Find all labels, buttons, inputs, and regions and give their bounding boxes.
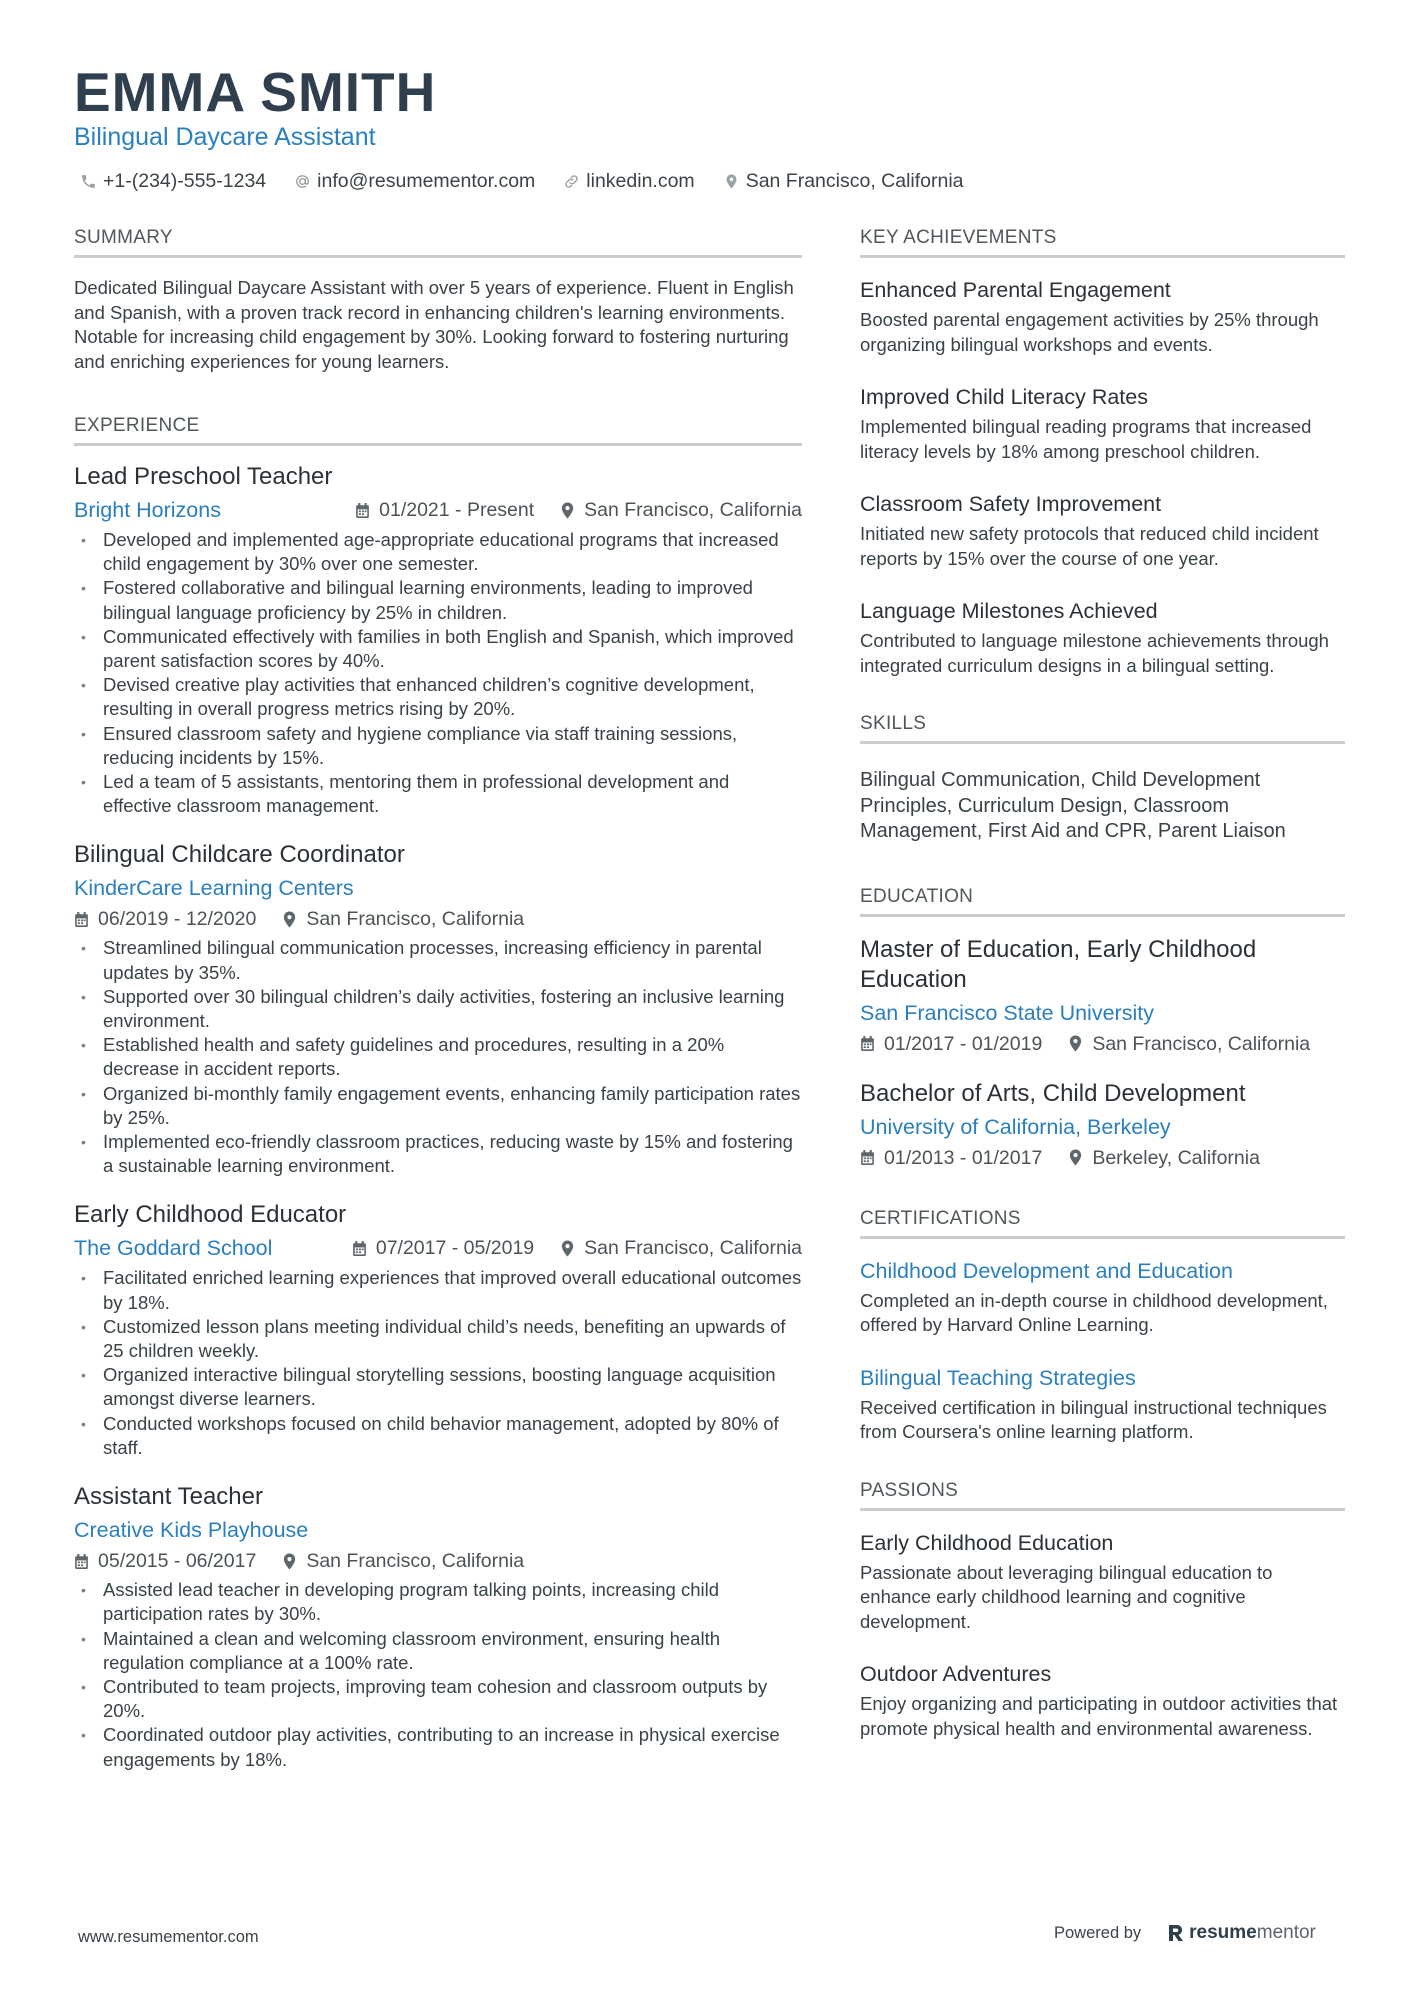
job-location-text: San Francisco, California: [584, 1237, 802, 1260]
list-item: • Organized interactive bilingual storytelling sessions, boosting language acquisition amongst diverse learners.: [74, 1363, 802, 1411]
achievement-item: [860, 490, 1345, 571]
experience-entry: [74, 462, 802, 818]
list-item: • Supported over 30 bilingual children’s daily activities, fostering an inclusive learning environment.: [74, 985, 802, 1033]
job-title: Early Childhood Educator: [74, 1201, 347, 1229]
certification-text: Received certification in bilingual instructional techniques from Coursera's online learning platform.: [860, 1396, 1327, 1442]
location-text: San Francisco, California: [745, 170, 964, 192]
list-item: • Maintained a clean and welcoming classroom environment, ensuring health regulation compliance at a 100% rate.: [74, 1627, 802, 1675]
passion-title: Outdoor Adventures: [860, 1662, 1052, 1686]
summary-heading: SUMMARY: [74, 226, 802, 258]
candidate-title: Bilingual Daycare Assistant: [74, 123, 376, 151]
resumementor-logo[interactable]: [1167, 1922, 1316, 1944]
job-dates-text: 07/2017 - 05/2019: [375, 1237, 535, 1260]
job-bullets: [74, 528, 802, 818]
skills-section: [860, 712, 1345, 845]
right-column: [860, 226, 1345, 1775]
education-meta-row: [860, 1145, 1345, 1171]
education-dates-text: 01/2017 - 01/2019: [884, 1032, 1043, 1055]
education-location-text: Berkeley, California: [1092, 1146, 1260, 1169]
calendar-icon: [74, 911, 89, 928]
education-degree: Bachelor of Arts, Child Development: [860, 1079, 1246, 1107]
job-location: [560, 497, 802, 523]
company-name: Bright Horizons: [74, 498, 221, 522]
calendar-icon: [860, 1035, 875, 1052]
list-item: • Communicated effectively with families in both English and Spanish, which improved parent satisfaction scores by 40%.: [74, 625, 802, 673]
job-bullets: [74, 1266, 802, 1460]
calendar-icon: [74, 1553, 89, 1570]
contact-bar: [80, 168, 992, 194]
list-item: • Fostered collaborative and bilingual learning environments, leading to improved bilingual language proficiency by 25% in children.: [74, 576, 802, 624]
education-dates: [860, 1145, 1042, 1171]
job-meta-row: [74, 496, 802, 524]
list-item: • Led a team of 5 assistants, mentoring them in professional development and effective classroom management.: [74, 770, 802, 818]
achievement-title: Language Milestones Achieved: [860, 599, 1158, 623]
company-name: The Goddard School: [74, 1236, 273, 1261]
summary-text: Dedicated Bilingual Daycare Assistant with over 5 years of experience. Fluent in English and Spanish, with a proven track record in enhancing children's learning environments. Notable for increasing child engagement by 30%. Looking forward to fostering nurturing and enriching experiences for young learners.: [74, 277, 794, 372]
job-bullets: [74, 936, 802, 1178]
job-meta-row: [74, 1234, 802, 1262]
calendar-icon: [352, 1240, 367, 1257]
company-name: Creative Kids Playhouse: [74, 1518, 309, 1543]
list-item: • Devised creative play activities that enhanced children’s cognitive development, resulting in overall progress metrics rising by 20%.: [74, 673, 802, 721]
skills-heading: SKILLS: [860, 712, 1345, 744]
list-item: • Developed and implemented age-appropriate educational programs that increased child engagement by 30% over one semester.: [74, 528, 802, 576]
list-item: • Established health and safety guidelines and procedures, resulting in a 20% decrease in accident reports.: [74, 1033, 802, 1081]
location-pin-icon: [1068, 1035, 1083, 1052]
job-location: [560, 1235, 802, 1261]
passion-text: Enjoy organizing and participating in outdoor activities that promote physical health and environmental awareness.: [860, 1693, 1338, 1739]
job-bullets: [74, 1578, 802, 1772]
certifications-heading: CERTIFICATIONS: [860, 1207, 1345, 1239]
job-meta-row: [74, 1548, 802, 1574]
location-pin-icon: [282, 1553, 297, 1570]
left-column: [74, 226, 802, 1814]
summary-section: [74, 226, 802, 374]
list-item: • Assisted lead teacher in developing program talking points, increasing child participation rates by 30%.: [74, 1578, 802, 1626]
contact-phone[interactable]: [80, 168, 266, 194]
job-location-text: San Francisco, California: [306, 908, 525, 931]
job-title: Assistant Teacher: [74, 1483, 263, 1511]
certifications-section: [860, 1207, 1345, 1445]
brand-text-resume: resume: [1189, 1922, 1257, 1943]
email-text: info@resumementor.com: [317, 170, 536, 192]
list-item: • Contributed to team projects, improving team cohesion and classroom outputs by 20%.: [74, 1675, 802, 1723]
experience-section: [74, 414, 802, 1772]
passions-heading: PASSIONS: [860, 1479, 1345, 1511]
education-meta-row: [860, 1031, 1345, 1057]
location-pin-icon: [560, 1240, 575, 1257]
certification-title: Childhood Development and Education: [860, 1258, 1233, 1283]
job-dates: [74, 1548, 256, 1574]
job-title: Lead Preschool Teacher: [74, 463, 333, 490]
job-meta-row: [74, 906, 802, 932]
education-dates: [860, 1031, 1042, 1057]
education-location: [1068, 1031, 1310, 1057]
powered-by-label: Powered by: [1054, 1923, 1142, 1942]
education-location-text: San Francisco, California: [1092, 1032, 1311, 1055]
achievement-title: Enhanced Parental Engagement: [860, 278, 1171, 302]
achievement-text: Initiated new safety protocols that reduced child incident reports by 15% over the course of one year.: [860, 523, 1319, 569]
calendar-icon: [355, 502, 370, 519]
certification-title: Bilingual Teaching Strategies: [860, 1365, 1136, 1390]
contact-email[interactable]: [294, 168, 535, 194]
job-dates-text: 01/2021 - Present: [379, 499, 535, 521]
list-item: • Customized lesson plans meeting individual child’s needs, benefiting an upwards of 25 children weekly.: [74, 1315, 802, 1363]
education-location: [1068, 1145, 1260, 1171]
location-pin-icon: [282, 911, 297, 928]
passion-text: Passionate about leveraging bilingual education to enhance early childhood learning and cognitive development.: [860, 1561, 1273, 1632]
certification-text: Completed an in-depth course in childhood development, offered by Harvard Online Learning.: [860, 1289, 1328, 1335]
experience-entry: [74, 840, 802, 1178]
list-item: • Conducted workshops focused on child behavior management, adopted by 80% of staff.: [74, 1412, 802, 1460]
education-section: [860, 885, 1345, 1171]
passion-item: [860, 1529, 1345, 1635]
location-pin-icon: [1068, 1149, 1083, 1166]
list-item: • Implemented eco-friendly classroom practices, reducing waste by 15% and fostering a sustainable learning environment.: [74, 1130, 802, 1178]
list-item: • Coordinated outdoor play activities, contributing to an increase in physical exercise engagements by 18%.: [74, 1723, 802, 1771]
contact-linkedin[interactable]: [563, 168, 694, 194]
passion-title: Early Childhood Education: [860, 1530, 1114, 1555]
achievement-title: Improved Child Literacy Rates: [860, 385, 1148, 409]
footer-powered-by: [1054, 1922, 1316, 1944]
achievement-item: [860, 276, 1345, 357]
job-dates: [352, 1235, 534, 1261]
contact-location: [723, 168, 964, 194]
certification-item: [860, 1257, 1345, 1338]
certification-item: [860, 1364, 1345, 1445]
candidate-name: EMMA SMITH: [74, 61, 437, 123]
passion-item: [860, 1660, 1345, 1741]
passions-section: [860, 1479, 1345, 1742]
list-item: • Facilitated enriched learning experiences that improved overall educational outcomes by 18%.: [74, 1266, 802, 1314]
achievement-text: Boosted parental engagement activities by 25% through organizing bilingual workshops and events.: [860, 309, 1319, 355]
location-pin-icon: [723, 173, 740, 190]
experience-entry: [74, 1200, 802, 1460]
education-item: [860, 935, 1345, 1057]
education-school: University of California, Berkeley: [860, 1114, 1171, 1139]
job-location: [282, 906, 524, 932]
job-location-text: San Francisco, California: [306, 1550, 525, 1573]
list-item: • Streamlined bilingual communication processes, increasing efficiency in parental updates by 35%.: [74, 936, 802, 984]
job-location: [282, 1548, 524, 1574]
education-school: San Francisco State University: [860, 1000, 1154, 1025]
calendar-icon: [860, 1149, 875, 1166]
brand-text-mentor: mentor: [1256, 1922, 1316, 1943]
skills-text: Bilingual Communication, Child Development Principles, Curriculum Design, Classroom Management, First Aid and CPR, Parent Liaison: [860, 769, 1286, 842]
job-location-text: San Francisco, California: [584, 499, 802, 521]
link-icon: [563, 173, 580, 190]
achievement-item: [860, 383, 1345, 464]
job-dates: [74, 906, 256, 932]
experience-heading: EXPERIENCE: [74, 414, 802, 446]
job-dates: [355, 497, 534, 523]
list-item: • Ensured classroom safety and hygiene compliance via staff training sessions, reducing incidents by 15%.: [74, 722, 802, 770]
job-title: Bilingual Childcare Coordinator: [74, 841, 405, 869]
education-degree: Master of Education, Early Childhood Education: [860, 935, 1257, 993]
achievement-title: Classroom Safety Improvement: [860, 492, 1162, 516]
achievement-item: [860, 597, 1345, 678]
achievements-heading: KEY ACHIEVEMENTS: [860, 226, 1345, 258]
education-heading: EDUCATION: [860, 885, 1345, 917]
phone-text: +1-(234)-555-1234: [103, 170, 267, 192]
footer-website[interactable]: www.resumementor.com: [78, 1928, 259, 1946]
resumementor-logo-icon: [1167, 1923, 1185, 1943]
job-dates-text: 06/2019 - 12/2020: [98, 908, 257, 931]
company-name: KinderCare Learning Centers: [74, 876, 354, 901]
education-item: [860, 1079, 1345, 1171]
phone-icon: [80, 173, 97, 190]
education-dates-text: 01/2013 - 01/2017: [884, 1146, 1043, 1169]
job-dates-text: 05/2015 - 06/2017: [98, 1550, 257, 1573]
experience-entry: [74, 1482, 802, 1772]
achievement-text: Contributed to language milestone achievements through integrated curriculum designs in a bilingual setting.: [860, 630, 1329, 676]
achievements-section: [860, 226, 1345, 678]
list-item: • Organized bi-monthly family engagement events, enhancing family participation rates by 25%.: [74, 1082, 802, 1130]
linkedin-text: linkedin.com: [586, 170, 695, 192]
at-icon: [294, 173, 311, 190]
location-pin-icon: [560, 502, 575, 519]
achievement-text: Implemented bilingual reading programs that increased literacy levels by 18% among preschool children.: [860, 416, 1312, 462]
